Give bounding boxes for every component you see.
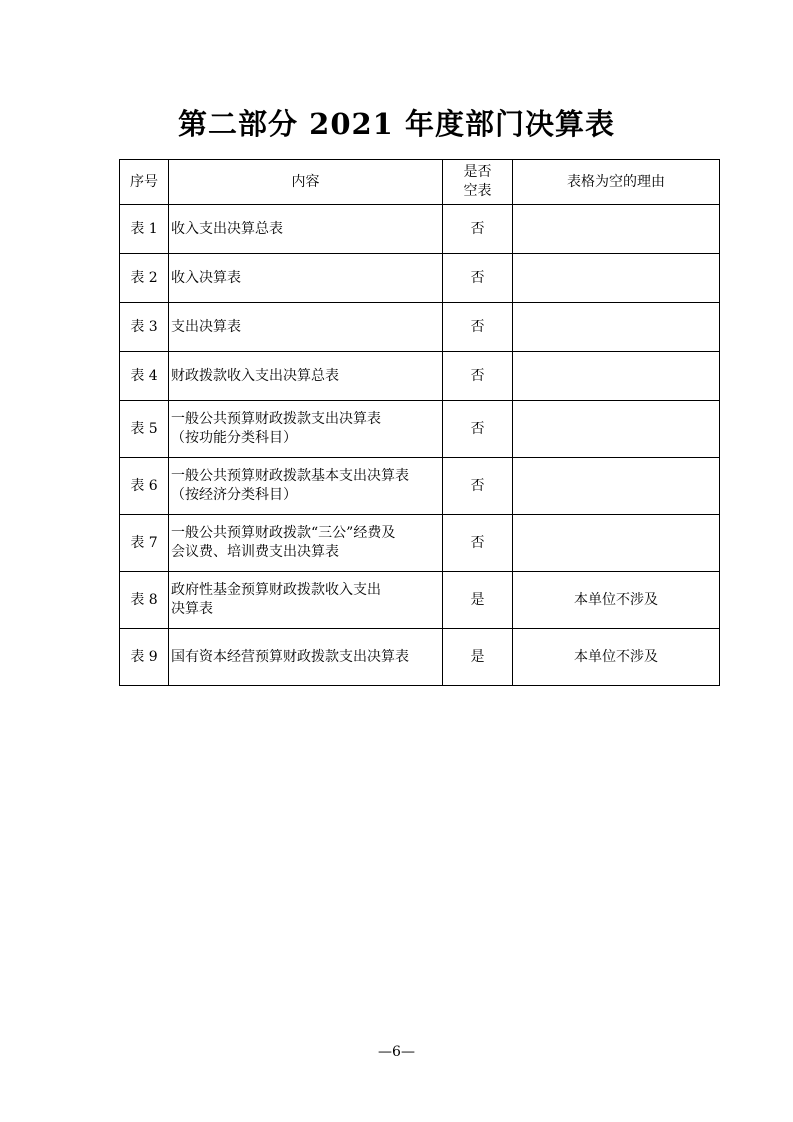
- row-name: [169, 629, 443, 686]
- table-row: [120, 572, 720, 629]
- row-name: [169, 458, 443, 515]
- table-row: [120, 303, 720, 352]
- row-name-line1: 政府性基金预算财政拨款收入支出: [171, 582, 381, 598]
- row-name-line1: 收入决算表: [171, 269, 241, 286]
- row-name: [169, 254, 443, 303]
- row-name-line2: （按经济分类科目）: [171, 487, 297, 503]
- row-name-line1: 财政拨款收入支出决算总表: [171, 367, 339, 384]
- row-no: 表 5: [120, 401, 169, 458]
- header-no: 序号: [120, 160, 169, 205]
- row-no: 表 6: [120, 458, 169, 515]
- row-name: [169, 205, 443, 254]
- row-name: [169, 303, 443, 352]
- row-is-empty: 否: [443, 352, 513, 401]
- row-name-line1: 一般公共预算财政拨款基本支出决算表: [171, 468, 409, 484]
- row-is-empty: 否: [443, 254, 513, 303]
- row-name-line1: 收入支出决算总表: [171, 220, 283, 237]
- row-is-empty: 否: [443, 458, 513, 515]
- row-name-line2: 决算表: [171, 601, 213, 617]
- page-title: 第二部分 2021 年度部门决算表: [178, 107, 615, 141]
- row-no: 表 8: [120, 572, 169, 629]
- budget-tables-summary: [119, 159, 720, 686]
- row-reason: 本单位不涉及: [513, 629, 720, 686]
- row-is-empty: 否: [443, 401, 513, 458]
- table-row: [120, 629, 720, 686]
- table-row: [120, 458, 720, 515]
- table-row: [120, 205, 720, 254]
- row-is-empty: 是: [443, 572, 513, 629]
- table-row: [120, 352, 720, 401]
- header-is-empty-line1: 是否: [463, 164, 492, 180]
- row-reason: [513, 401, 720, 458]
- row-reason: [513, 205, 720, 254]
- row-reason: [513, 352, 720, 401]
- row-is-empty: 否: [443, 303, 513, 352]
- page-number: —6—: [378, 1044, 415, 1060]
- row-no: 表 7: [120, 515, 169, 572]
- row-name-line1: 国有资本经营预算财政拨款支出决算表: [171, 648, 409, 665]
- row-is-empty: 否: [443, 515, 513, 572]
- row-reason: [513, 303, 720, 352]
- row-name: [169, 515, 443, 572]
- row-name-line2: 会议费、培训费支出决算表: [171, 544, 339, 560]
- header-reason: 表格为空的理由: [513, 160, 720, 205]
- table-row: [120, 254, 720, 303]
- row-name-line2: （按功能分类科目）: [171, 430, 297, 446]
- row-is-empty: 否: [443, 205, 513, 254]
- table-row: [120, 515, 720, 572]
- row-reason: [513, 515, 720, 572]
- row-name: [169, 352, 443, 401]
- row-name: [169, 401, 443, 458]
- header-is-empty-line2: 空表: [463, 183, 492, 199]
- row-no: 表 9: [120, 629, 169, 686]
- row-is-empty: 是: [443, 629, 513, 686]
- row-no: 表 4: [120, 352, 169, 401]
- row-reason: [513, 458, 720, 515]
- table-row: [120, 401, 720, 458]
- row-name-line1: 一般公共预算财政拨款“三公”经费及: [171, 525, 396, 541]
- row-name-line1: 一般公共预算财政拨款支出决算表: [171, 411, 381, 427]
- header-is-empty: [443, 160, 513, 205]
- row-no: 表 2: [120, 254, 169, 303]
- row-reason: [513, 254, 720, 303]
- row-no: 表 1: [120, 205, 169, 254]
- row-name-line1: 支出决算表: [171, 318, 241, 335]
- row-name: [169, 572, 443, 629]
- row-no: 表 3: [120, 303, 169, 352]
- row-reason: 本单位不涉及: [513, 572, 720, 629]
- table-header-row: [120, 160, 720, 205]
- header-content: 内容: [169, 160, 443, 205]
